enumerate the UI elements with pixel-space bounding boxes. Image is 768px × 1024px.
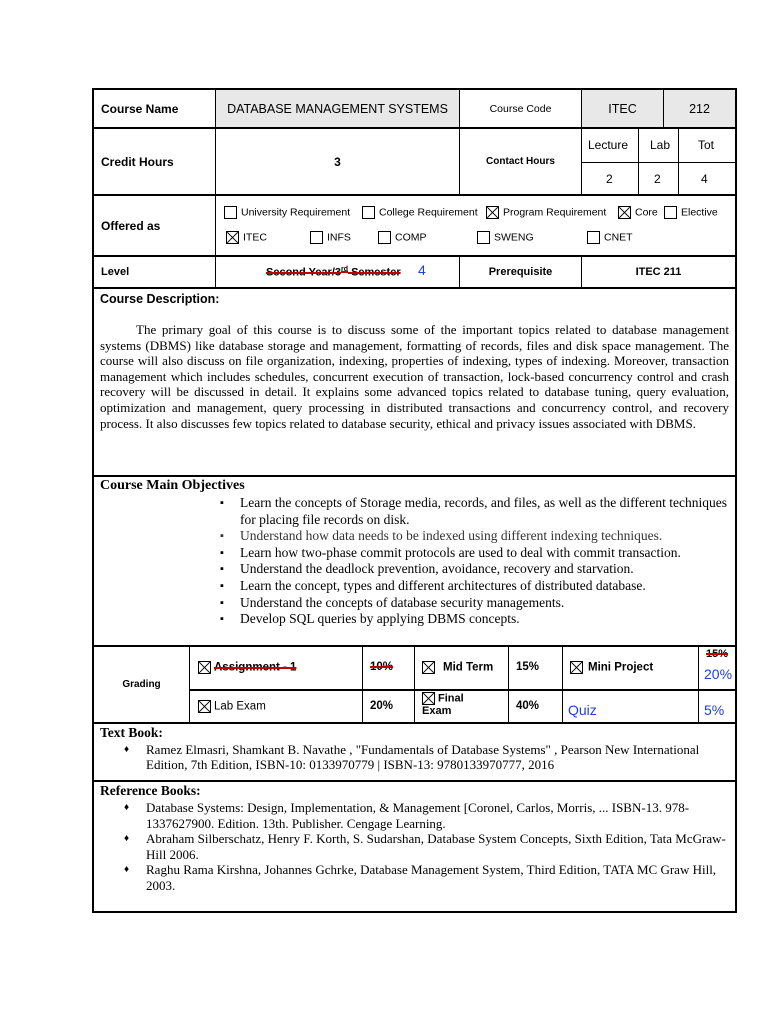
checkbox-icon xyxy=(362,206,375,219)
lab-label: Lab xyxy=(650,138,671,152)
option-university-requirement[interactable]: University Requirement xyxy=(224,206,350,219)
reference-books-list xyxy=(100,800,729,894)
option-college-requirement[interactable]: College Requirement xyxy=(362,206,478,219)
list-item: ♦ Database Systems: Design, Implementation, & Management [Coronel, Carlos, Morris, ... ISBN-13. 978-1337627900. Edition. 13th. Publisher. Cengage Learning. xyxy=(100,800,729,831)
list-item: ♦ Raghu Rama Kirshna, Johannes Gchrke, Database Management System, Third Edition, TATA MC Graw Hill, 2003. xyxy=(100,862,729,893)
list-item: ▪ Learn how two-phase commit protocols are used to deal with commit transaction. xyxy=(218,545,727,562)
objectives-title: Course Main Objectives xyxy=(100,478,245,493)
final-exam-item: Final Exam xyxy=(422,692,464,718)
list-item: ▪ Understand the concepts of database security managements. xyxy=(218,595,727,612)
checkbox-icon xyxy=(587,231,600,244)
textbook-title: Text Book: xyxy=(100,725,163,740)
lab-exam-weight: 20% xyxy=(370,700,394,712)
option-infs[interactable]: INFS xyxy=(310,231,351,244)
list-item: ▪ Develop SQL queries by applying DBMS concepts. xyxy=(218,611,727,628)
course-description-section xyxy=(94,289,735,477)
checked-box-icon xyxy=(422,661,435,674)
credit-hours-row xyxy=(94,129,735,196)
checkbox-icon xyxy=(378,231,391,244)
list-item: ▪ Learn the concept, types and different architectures of distributed database. xyxy=(218,578,727,595)
lab-exam-item: Lab Exam xyxy=(198,700,266,713)
midterm-weight: 15% xyxy=(516,661,540,673)
list-item: ♦ Abraham Silberschatz, Henry F. Korth, S. Sudarshan, Database System Concepts, Sixth Edition, Tata McGraw-Hill 2006. xyxy=(100,831,729,862)
mini-project-weight-new: 20% xyxy=(704,666,733,682)
objectives-section xyxy=(94,477,735,647)
checked-box-icon xyxy=(226,231,239,244)
midterm-item: Mid Term xyxy=(422,661,493,674)
list-item: ▪ Understand the deadlock prevention, avoidance, recovery and starvation. xyxy=(218,561,727,578)
prerequisite-label: Prerequisite xyxy=(488,266,553,278)
offered-as-row xyxy=(94,196,735,257)
option-elective[interactable]: Elective xyxy=(664,206,718,219)
checked-box-icon xyxy=(422,692,435,705)
credit-hours-value: 3 xyxy=(334,154,341,169)
checkbox-icon xyxy=(664,206,677,219)
reference-books-section xyxy=(94,782,735,911)
textbook-list xyxy=(100,742,727,773)
lab-value: 2 xyxy=(654,172,661,186)
course-name-label: Course Name xyxy=(101,102,179,116)
tot-label: Tot xyxy=(698,138,715,152)
tot-value: 4 xyxy=(701,172,708,186)
option-itec[interactable]: ITEC xyxy=(226,231,267,244)
level-value-struck: Second Year/3rd Semester xyxy=(266,266,401,279)
quiz-label-handwritten: Quiz xyxy=(568,702,597,718)
mini-project-weight-old: 15% xyxy=(706,648,729,660)
prerequisite-value: ITEC 211 xyxy=(635,266,682,278)
option-cnet[interactable]: CNET xyxy=(587,231,633,244)
checkbox-icon xyxy=(310,231,323,244)
credit-hours-label: Credit Hours xyxy=(101,155,174,169)
list-item: ▪ Understand how data needs to be indexed using different indexing techniques. xyxy=(218,528,727,545)
checked-box-icon xyxy=(198,700,211,713)
objectives-list xyxy=(218,495,727,628)
final-exam-weight: 40% xyxy=(516,700,540,712)
list-item: ♦ Ramez Elmasri, Shamkant B. Navathe , "Fundamentals of Database Systems" , Pearson New International Edition, 7th Edition, ISBN-10: 0133970779 | ISBN-13: 9780133970777, 2016 xyxy=(100,742,727,773)
course-description-title: Course Description: xyxy=(100,292,220,306)
textbook-section xyxy=(94,724,735,782)
grading-section xyxy=(94,647,735,724)
offered-as-label: Offered as xyxy=(101,219,161,233)
lecture-label: Lecture xyxy=(588,138,629,152)
quiz-weight-handwritten: 5% xyxy=(704,702,725,718)
checked-box-icon xyxy=(198,661,211,674)
checked-box-icon xyxy=(570,661,583,674)
course-code-prefix: ITEC xyxy=(608,101,637,116)
course-code-number: 212 xyxy=(689,101,710,116)
course-code-label: Course Code xyxy=(489,102,552,115)
mini-project-item: Mini Project xyxy=(570,661,653,674)
level-row xyxy=(94,257,735,289)
contact-hours-label: Contact Hours xyxy=(486,156,555,167)
assignment-weight: 10% xyxy=(370,661,394,673)
checkbox-icon xyxy=(224,206,237,219)
option-sweng[interactable]: SWENG xyxy=(477,231,534,244)
list-item: ▪ Learn the concepts of Storage media, records, and files, as well as the different techniques for placing file records on disk. xyxy=(218,495,727,528)
level-label: Level xyxy=(101,266,130,278)
grading-label: Grading xyxy=(122,679,161,690)
course-name-value: DATABASE MANAGEMENT SYSTEMS xyxy=(227,101,448,116)
course-spec-table xyxy=(92,88,737,913)
option-comp[interactable]: COMP xyxy=(378,231,427,244)
lecture-value: 2 xyxy=(606,172,613,186)
reference-books-title: Reference Books: xyxy=(100,783,201,798)
checked-box-icon xyxy=(618,206,631,219)
checked-box-icon xyxy=(486,206,499,219)
checkbox-icon xyxy=(477,231,490,244)
option-core[interactable]: Core xyxy=(618,206,658,219)
option-program-requirement[interactable]: Program Requirement xyxy=(486,206,606,219)
course-name-row xyxy=(94,90,735,129)
assignment-item: Assignment - 1 xyxy=(198,661,296,674)
course-description-text: The primary goal of this course is to discuss some of the important topics related to database management systems (DBMS) like database storage and management, formatting of records, files and disk space management. The course will also discuss on file organization, indexing, properties of indexing, types of indexing. Moreover, transaction management which includes schedules, concurrent execution of transaction, lock-based concurrency control and crash recovery will be discussed in detail. It explains some advanced topics related to database tuning, query evaluation, optimization and management, query processing in distributed transactions and concurrency control, and recovery process. It also discusses few topics related to database security, ethical and privacy issues associated with DBMS. xyxy=(100,322,729,431)
level-handwritten-correction: 4 xyxy=(418,262,426,278)
